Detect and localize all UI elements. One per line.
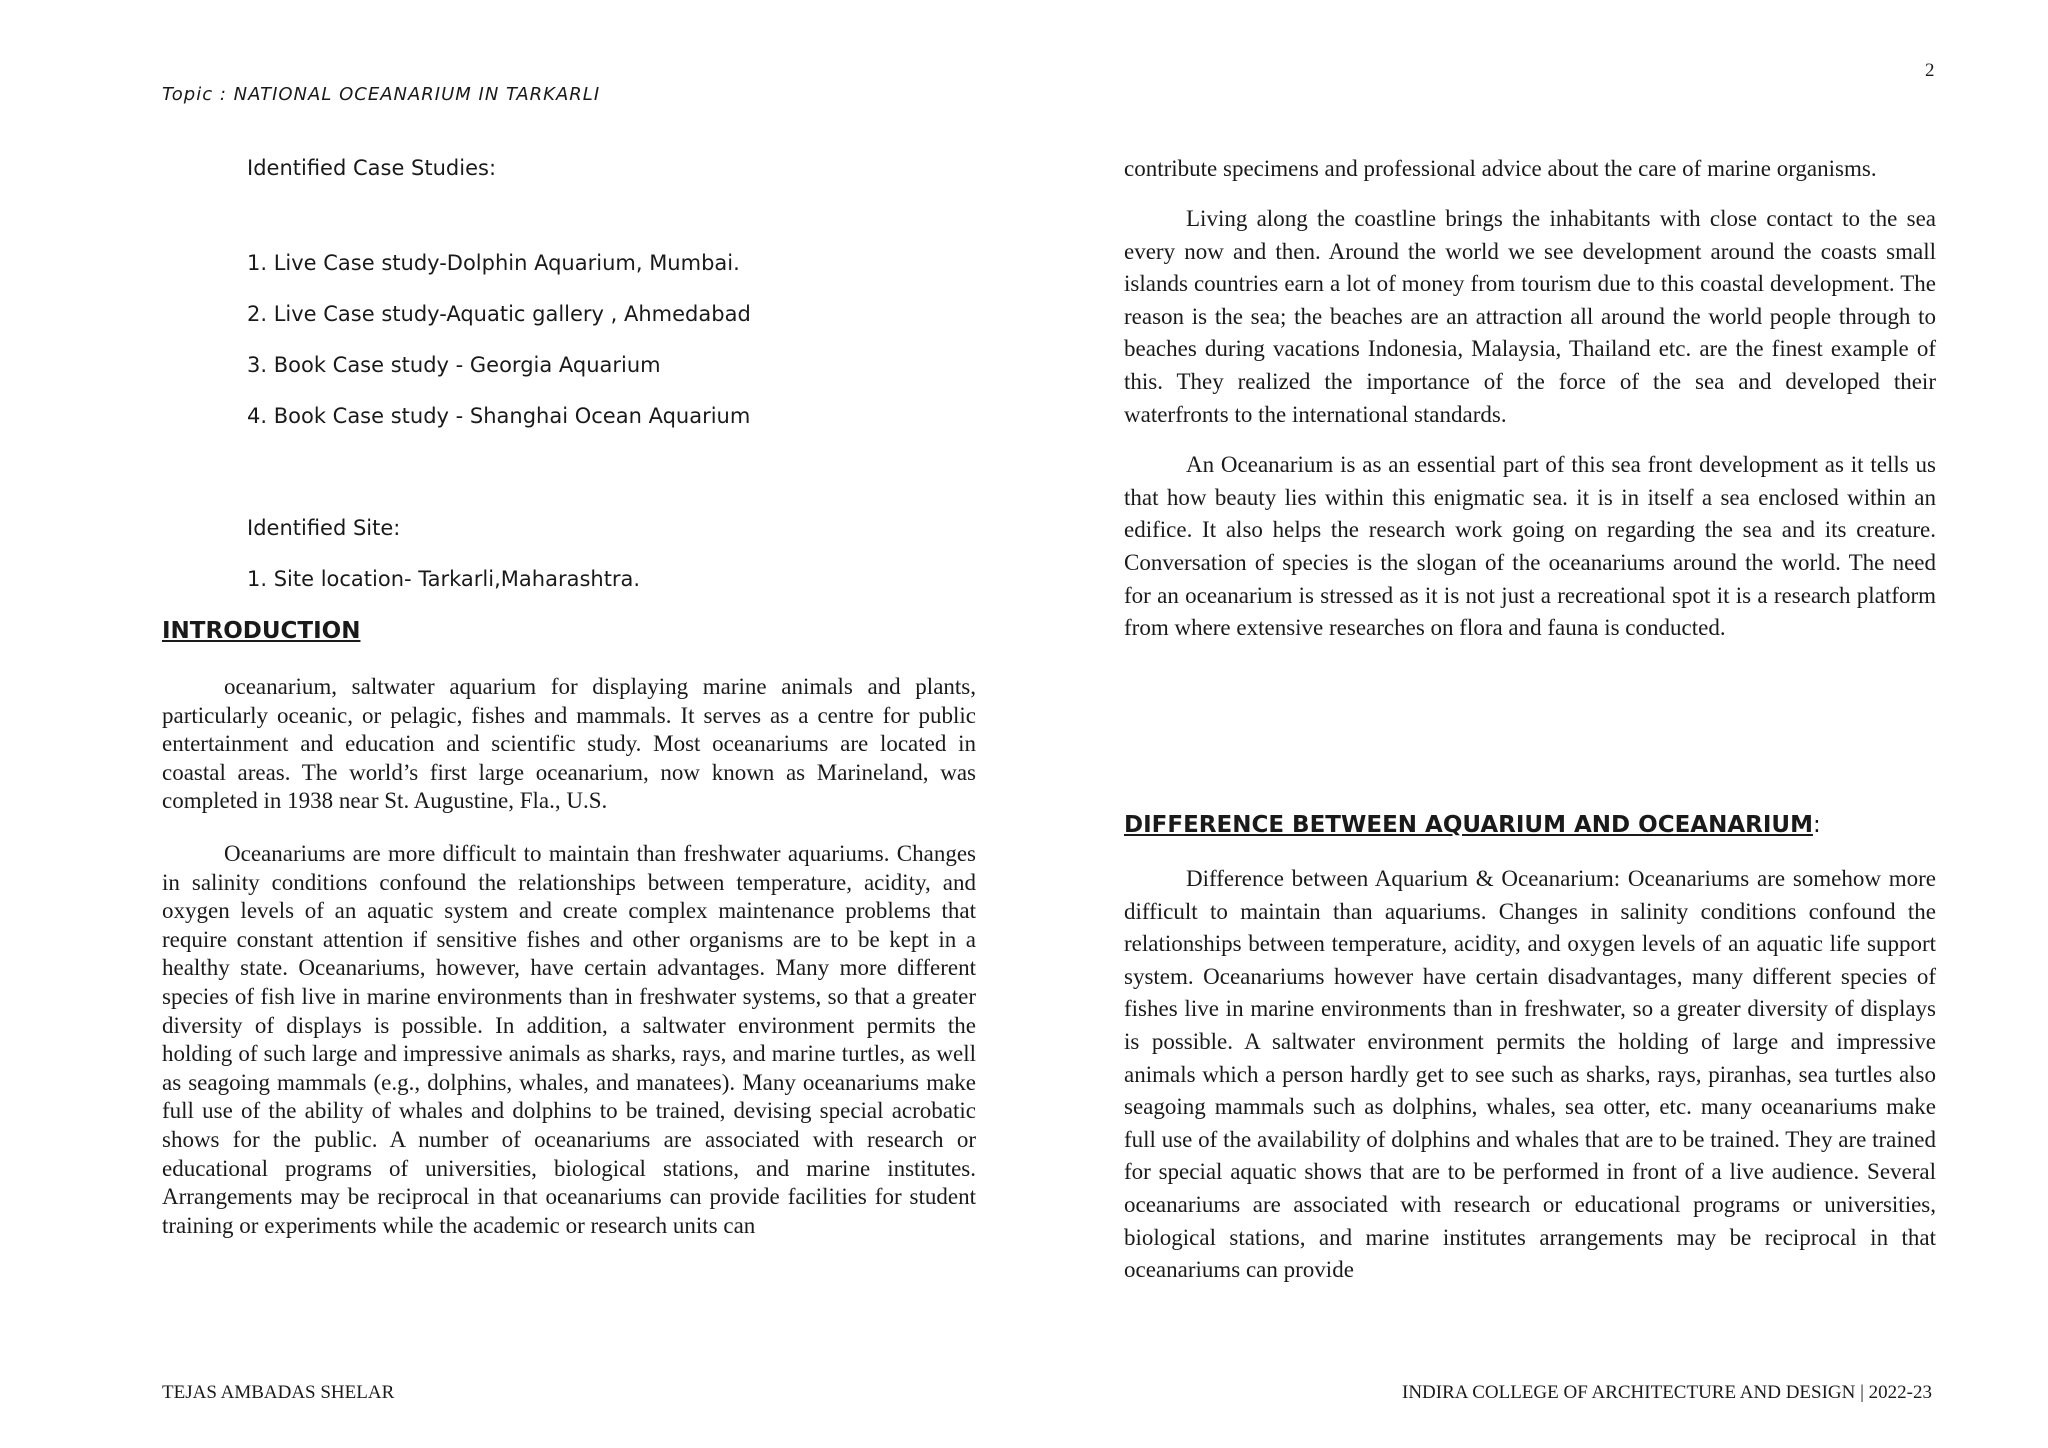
case-studies-section: [247, 156, 847, 455]
topic-header: Topic : NATIONAL OCEANARIUM IN TARKARLI: [162, 84, 601, 105]
case-study-item: 3. Book Case study - Georgia Aquarium: [247, 353, 661, 377]
footer-author: TEJAS AMBADAS SHELAR: [162, 1382, 395, 1403]
difference-body: [1124, 863, 1936, 1287]
intro-paragraph-2: Oceanariums are more difficult to maintain than freshwater aquariums. Changes in salinity conditions confound the relationships between temperature, acidity, and oxygen levels of an aquatic system and create complex maintenance problems that require constant attention if sensitive fishes and other organisms are to be kept in a healthy state. Oceanariums, however, have certain advantages. Many more different species of fish live in marine environments than in freshwater systems, so that a greater diversity of displays is possible. In addition, a saltwater environment permits the holding of such large and impressive animals as sharks, rays, and marine turtles, as well as seagoing mammals (e.g., dolphins, whales, and manatees). Many oceanariums make full use of the ability of whales and dolphins to be trained, devising special acrobatic shows for the public. A number of oceanariums are associated with research or educational programs of universities, biological stations, and marine institutes. Arrangements may be reciprocal in that oceanariums can provide facilities for student training or experiments while the academic or research units can: [162, 840, 976, 1238]
case-studies-title: Identified Case Studies:: [247, 156, 497, 180]
intro-paragraph-1: oceanarium, saltwater aquarium for displaying marine animals and plants, particularly oceanic, or pelagic, fishes and mammals. It serves as a centre for public entertainment and education and scientific study. Most oceanariums are located in coastal areas. The world’s first large oceanarium, now known as Marineland, was completed in 1938 near St. Augustine, Fla., U.S.: [162, 674, 976, 814]
page-number: 2: [1925, 60, 1935, 81]
difference-paragraph: Difference between Aquarium & Oceanarium: Oceanariums are somehow more difficult to maintain than aquariums. Changes in salinity conditions confound the relationships between temperature, acidity, and oxygen levels of an aquatic life support system. Oceanariums however have certain disadvantages, many different species of fishes live in marine environments than in freshwater, so a greater diversity of displays is possible. A saltwater environment permits the holding of large and impressive animals which a person hardly get to see such as sharks, rays, piranhas, sea turtles also seagoing mammals such as dolphins, whales, sea otter, etc. many oceanariums make full use of the availability of dolphins and whales that are to be trained. They are trained for special aquatic shows that are to be performed in front of a live audience. Several oceanariums are associated with research or educational programs or universities, biological stations, and marine institutes arrangements may be reciprocal in that oceanariums can provide: [1124, 866, 1936, 1283]
right-column-top: [1124, 155, 1936, 645]
difference-heading: DIFFERENCE BETWEEN AQUARIUM AND OCEANARIUM: [1124, 812, 1813, 838]
case-study-item: 4. Book Case study - Shanghai Ocean Aquarium: [247, 404, 751, 428]
site-title: Identified Site:: [247, 516, 401, 540]
case-study-item: 2. Live Case study-Aquatic gallery , Ahmedabad: [247, 302, 751, 326]
coastline-paragraph: Living along the coastline brings the inhabitants with close contact to the sea every now and then. Around the world we see development around the coasts small islands countries earn a lot of money from tourism due to this coastal development. The reason is the sea; the beaches are an attraction all around the world people through to beaches during vacations Indonesia, Malaysia, Thailand etc. are the finest example of this. They realized the importance of the force of the sea and developed their waterfronts to the international standards.: [1124, 206, 1936, 427]
case-study-list: [247, 251, 847, 455]
site-item: 1. Site location- Tarkarli,Maharashtra.: [247, 567, 641, 591]
introduction-heading: INTRODUCTION: [162, 618, 361, 644]
difference-heading-wrap: [1124, 812, 1821, 838]
difference-heading-colon: :: [1812, 812, 1821, 838]
introduction-body: [162, 673, 976, 1240]
site-section: [247, 516, 847, 591]
case-study-item: 1. Live Case study-Dolphin Aquarium, Mumbai.: [247, 251, 740, 275]
continuation-paragraph: contribute specimens and professional advice about the care of marine organisms.: [1124, 156, 1877, 181]
footer-institution: INDIRA COLLEGE OF ARCHITECTURE AND DESIGN | 2022-23: [1402, 1382, 1932, 1403]
oceanarium-paragraph: An Oceanarium is as an essential part of this sea front development as it tells us that how beauty lies within this enigmatic sea. it is in itself a sea enclosed within an edifice. It also helps the research work going on regarding the sea and its creature. Conversation of species is the slogan of the oceanariums around the world. The need for an oceanarium is stressed as it is not just a recreational spot it is a research platform from where extensive researches on flora and fauna is conducted.: [1124, 452, 1936, 641]
